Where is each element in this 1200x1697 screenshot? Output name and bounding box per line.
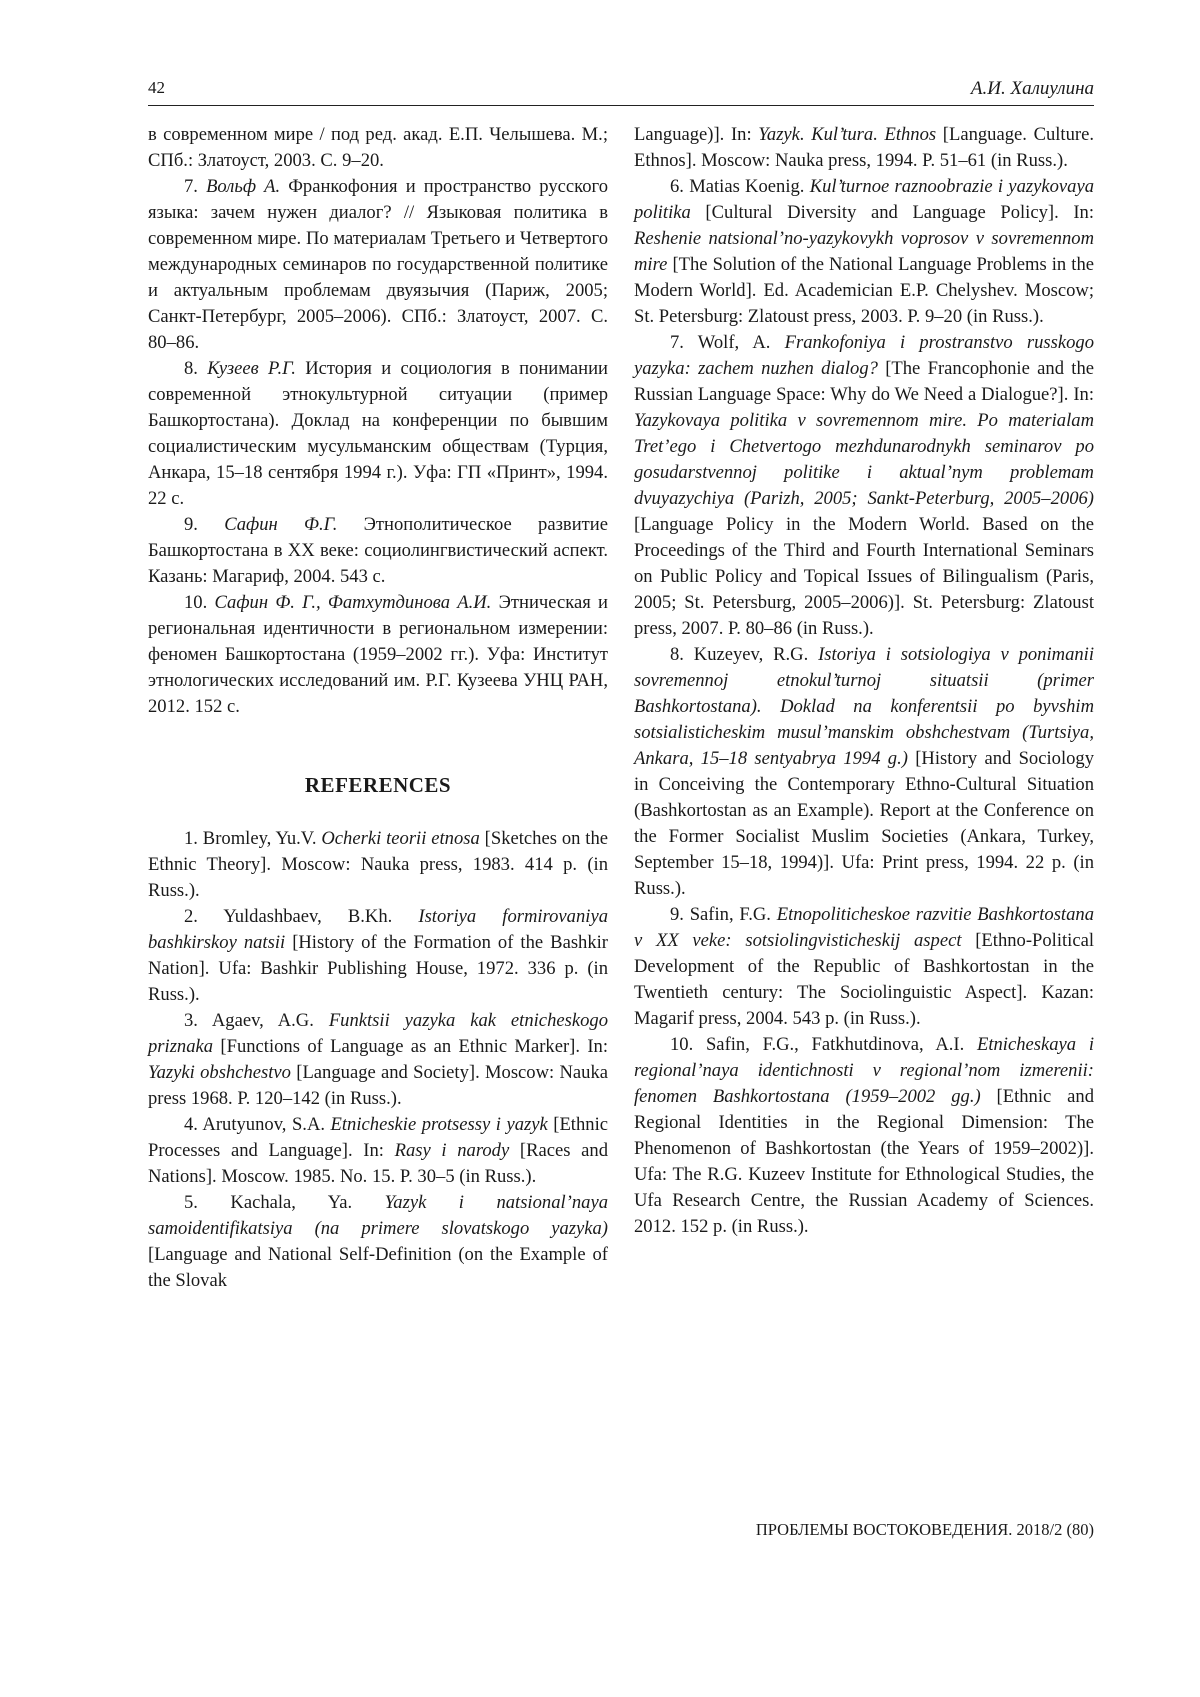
reference-text: История и социология в понимании современной этнокультурной ситуации (пример Башкортостана). Доклад на конференции по бывшим социалистическим мусульманским обществам (Турция, Анкара, 15–18 сентября 1994 г.). Уфа: ГП «Принт», 1994. 22 с. [148, 358, 608, 509]
reference-title: Etnopoliticheskoe razvitie Bashkortostana v XX veke: sotsiolingvisticheskij aspect [634, 904, 1094, 951]
reference-lead: 8. Kuzeyev, R.G. [670, 644, 819, 665]
reference-title-secondary: Yazykovaya politika v sovremennom mire. Po materialam Tret’ego i Chetvertogo mezhdunarodnykh seminarov po gosudarstvennoj politike i aktual’nym problemam dvuyazychiya (Parizh, 2005; Sankt-Peterburg, 2005–2006) [634, 410, 1094, 509]
reference-lead: 7. Wolf, A. [670, 332, 785, 353]
reference-en-10 [634, 1032, 1094, 1240]
reference-author: Кузеев Р.Г. [207, 358, 296, 379]
header-rule [148, 105, 1094, 106]
reference-ru-6-continued [148, 122, 608, 174]
reference-en-2 [148, 904, 608, 1008]
reference-author: Сафин Ф. Г., Фатхутдинова А.И. [214, 592, 492, 613]
reference-text: в современном мире / под ред. акад. Е.П. Челышева. М.; СПб.: Златоуст, 2003. С. 9–20. [148, 124, 608, 171]
reference-text: [The Francophonie and the Russian Language Space: Why do We Need a Dialogue?]. In: [634, 358, 1094, 405]
reference-text: [Cultural Diversity and Language Policy]. In: [690, 202, 1094, 223]
reference-text: [Functions of Language as an Ethnic Marker]. In: [213, 1036, 608, 1057]
reference-title: Istoriya formirovaniya bashkirskoy natsii [148, 906, 608, 953]
reference-en-4 [148, 1112, 608, 1190]
reference-ru-7 [148, 174, 608, 356]
reference-text: Language)]. In: [634, 124, 759, 145]
journal-footer: ПРОБЛЕМЫ ВОСТОКОВЕДЕНИЯ. 2018/2 (80) [755, 1520, 1094, 1539]
reference-ru-9 [148, 512, 608, 590]
page-number: 42 [148, 78, 165, 97]
reference-number: 7. [184, 176, 198, 197]
reference-text-secondary: [Races and Nations]. Moscow. 1985. No. 15. P. 30–5 (in Russ.). [148, 1140, 608, 1187]
reference-text: [Sketches on the Ethnic Theory]. Moscow: Nauka press, 1983. 414 p. (in Russ.). [148, 828, 609, 901]
reference-text: Этническая и региональная идентичности в региональном измерении: феномен Башкортостана (1959–2002 гг.). Уфа: Институт этнологических исследований им. Р.Г. Кузеева УНЦ РАН, 2012. 152 с. [148, 592, 608, 717]
reference-title-secondary: Reshenie natsional’no-yazykovykh voprosov v sovremennom mire [634, 228, 1094, 275]
reference-title: Yazyk i natsional’naya samoidentifikatsiya (na primere slovatskogo yazyka) [148, 1192, 608, 1239]
reference-text: [Language and National Self-Definition (on the Example of the Slovak [148, 1244, 608, 1291]
reference-text-secondary: [Language. Culture. Ethnos]. Moscow: Nauka press, 1994. P. 51–61 (in Russ.). [634, 124, 1094, 171]
reference-text: Этнополитическое развитие Башкортостана в XX веке: социолингвистический аспект. Казань: Магариф, 2004. 543 с. [148, 514, 608, 587]
reference-title: Yazyk. Kul’tura. Ethnos [758, 124, 937, 145]
references-heading: REFERENCES [304, 773, 452, 797]
reference-title-secondary: Rasy i narody [394, 1140, 510, 1161]
reference-title-secondary: Yazyki obshchestvo [148, 1062, 291, 1083]
reference-author: Вольф А. [206, 176, 281, 197]
reference-lead: 2. Yuldashbaev, B.Kh. [184, 906, 419, 927]
reference-title: Ocherki teorii etnosa [321, 828, 480, 849]
reference-en-8 [634, 642, 1094, 902]
reference-en-1 [148, 826, 608, 904]
reference-en-9 [634, 902, 1094, 1032]
reference-lead: 10. Safin, F.G., Fatkhutdinova, A.I. [670, 1034, 977, 1055]
reference-title: Kul’turnoe raznoobrazie i yazykovaya politika [634, 176, 1094, 223]
reference-ru-10 [148, 590, 608, 720]
reference-title: Etnicheskie protsessy i yazyk [330, 1114, 548, 1135]
right-column [634, 122, 1094, 1240]
reference-number: 9. [184, 514, 198, 535]
reference-title: Funktsii yazyka kak etnicheskogo priznaka [148, 1010, 608, 1057]
reference-title: Frankofoniya i prostranstvo russkogo yazyka: zachem nuzhen dialog? [634, 332, 1095, 379]
reference-text: Франкофония и пространство русского языка: зачем нужен диалог? // Языковая политика в современном мире. По материалам Третьего и Четвертого международных семинаров по государственной политике и актуальным проблемам двуязычия (Париж, 2005; Санкт-Петербург, 2005–2006). СПб.: Златоуст, 2007. С. 80–86. [148, 176, 609, 353]
reference-lead: 5. Kachala, Ya. [184, 1192, 385, 1213]
reference-text: [Ethnic Processes and Language]. In: [148, 1114, 608, 1161]
reference-text-secondary: [Language Policy in the Modern World. Based on the Proceedings of the Third and Fourth International Seminars on Public Policy and Topical Issues of Bilingualism (Paris, 2005; St. Petersburg, 2005–2006)]. St. Petersburg: Zlatoust press, 2007. P. 80–86 (in Russ.). [634, 514, 1094, 639]
reference-lead: 1. Bromley, Yu.V. [184, 828, 322, 849]
reference-text-secondary: [Language and Society]. Moscow: Nauka press 1968. P. 120–142 (in Russ.). [148, 1062, 608, 1109]
reference-lead: 9. Safin, F.G. [670, 904, 777, 925]
reference-author: Сафин Ф.Г. [224, 514, 338, 535]
reference-en-5-continued [634, 122, 1094, 174]
running-head-author: А.И. Халиулина [970, 78, 1094, 99]
reference-title: Etnicheskaya i regional’naya identichnosti v regional’nom izmerenii: fenomen Bashkortostana (1959–2002 gg.) [634, 1034, 1094, 1107]
reference-en-3 [148, 1008, 608, 1112]
reference-ru-8 [148, 356, 608, 512]
reference-lead: 6. Matias Koenig. [670, 176, 810, 197]
reference-en-5 [148, 1190, 608, 1294]
reference-text-secondary: [The Solution of the National Language Problems in the Modern World]. Ed. Academician E.P. Chelyshev. Moscow; St. Petersburg: Zlatoust press, 2003. P. 9–20 (in Russ.). [634, 254, 1094, 327]
reference-lead: 3. Agaev, A.G. [184, 1010, 329, 1031]
reference-text: [Ethnic and Regional Identities in the Regional Dimension: The Phenomenon of Bashkortostan (the Years of 1959–2002)]. Ufa: The R.G. Kuzeev Institute for Ethnological Studies, the Ufa Research Centre, the Russian Academy of Sciences. 2012. 152 p. (in Russ.). [634, 1086, 1094, 1237]
reference-text: [Ethno-Political Development of the Republic of Bashkortostan in the Twentieth century: The Sociolinguistic Aspect]. Kazan: Magarif press, 2004. 543 p. (in Russ.). [634, 930, 1094, 1029]
reference-text: [History and Sociology in Conceiving the Contemporary Ethno-Cultural Situation (Bashkortostan as an Example). Report at the Conference on the Former Socialist Muslim Societies (Ankara, Turkey, September 15–18, 1994)]. Ufa: Print press, 1994. 22 p. (in Russ.). [634, 748, 1094, 899]
reference-number: 10. [184, 592, 208, 613]
left-column [148, 122, 608, 1294]
reference-number: 8. [184, 358, 198, 379]
reference-title: Istoriya i sotsiologiya v ponimanii sovremennoj etnokul’turnoj situatsii (primer Bashkortostana). Doklad na konferentsii po byvshim sotsialisticheskim musul’manskim obshchestvam (Turtsiya, Ankara, 15–18 sentyabrya 1994 g.) [634, 644, 1094, 769]
reference-en-6 [634, 174, 1094, 330]
reference-lead: 4. Arutyunov, S.A. [184, 1114, 331, 1135]
reference-text: [History of the Formation of the Bashkir Nation]. Ufa: Bashkir Publishing House, 1972. 336 p. (in Russ.). [148, 932, 609, 1005]
reference-en-7 [634, 330, 1094, 642]
